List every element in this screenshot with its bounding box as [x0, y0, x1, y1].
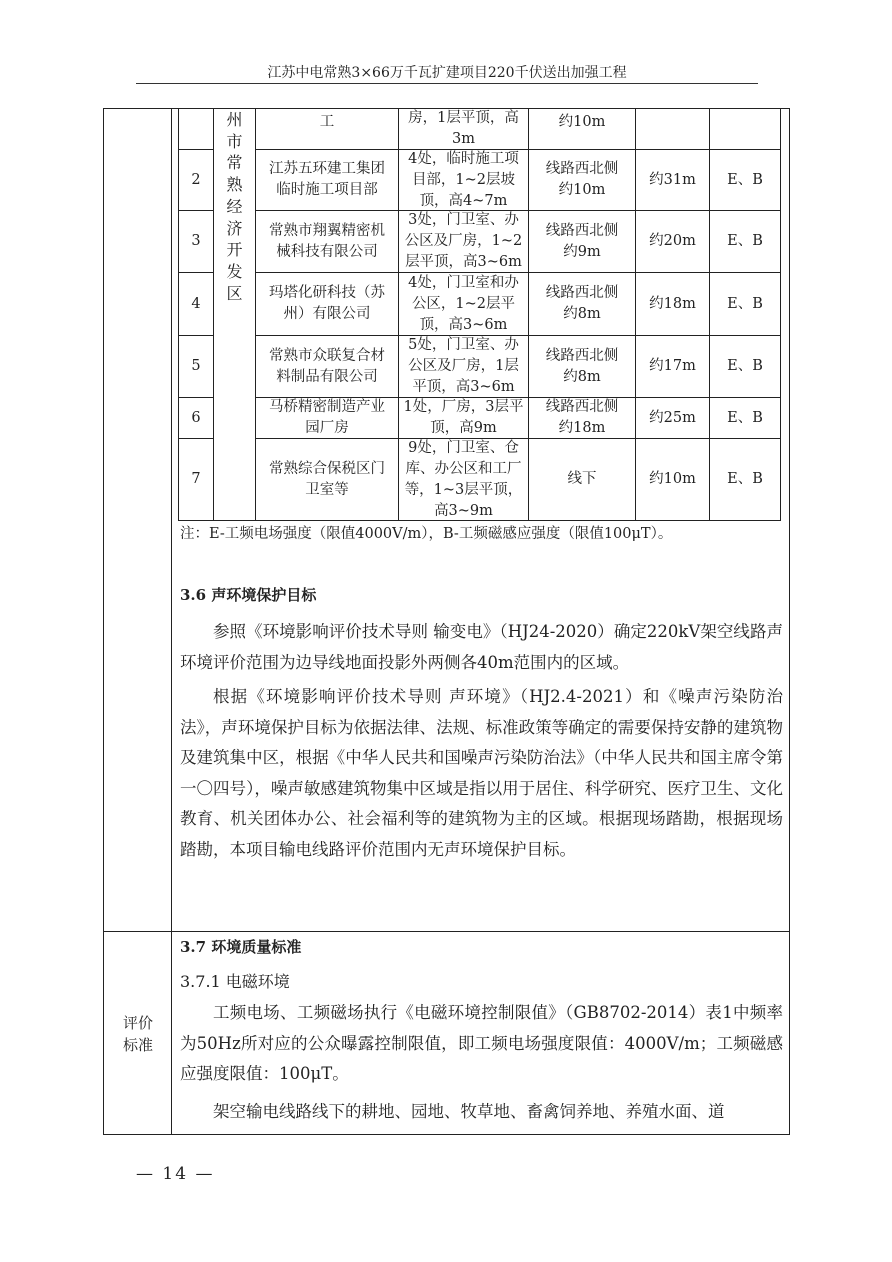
section-3-7-title: 3.7 环境质量标准: [180, 938, 302, 956]
table-cell-desc: 1处，厂房，3层平顶，高9m: [403, 399, 524, 436]
table-cell-distance: 约18m: [649, 295, 696, 312]
label-column-divider: [171, 108, 172, 1135]
table-cell-position: 线路西北侧约10m: [545, 161, 619, 198]
table-cell-position: 线路西北侧约8m: [545, 285, 619, 322]
region-label-text: 州市常熟经济开发区: [226, 110, 243, 303]
table-cell-distance: 约17m: [649, 358, 696, 374]
table-cell-factor: E、B: [727, 171, 763, 188]
table-cell-desc: 4处，临时施工项目部，1~2层坡顶，高4~7m: [408, 150, 519, 209]
table-cell-name: 常熟综合保税区门卫室等: [269, 460, 385, 498]
table-cell-position: 线路西北侧约8m: [545, 347, 619, 385]
table-cell-position: 约10m: [558, 114, 606, 130]
table-cell-name: 常熟市翔翼精密机械科技有限公司: [269, 222, 385, 260]
table-cell-desc: 3处，门卫室、办公区及厂房，1~2层平顶，高3~6m: [404, 212, 523, 270]
page-number: — 14 —: [136, 1164, 215, 1184]
table-cell-distance: 约10m: [649, 471, 696, 487]
table-cell-position: 线下: [567, 471, 597, 487]
table-cell-no: 7: [191, 471, 201, 487]
table-cell-name: 江苏五环建工集团临时施工项目部: [269, 161, 385, 198]
table-cell-position: 线路西北侧约18m: [545, 399, 619, 436]
table-cell-no: 3: [191, 233, 201, 249]
table-cell-name: 常熟市众联复合材料制品有限公司: [269, 347, 385, 385]
table-cell-desc: 9处，门卫室、仓库、办公区和工厂等，1~3层平顶，高3~9m: [404, 439, 523, 519]
section-3-6-paragraph-2: 根据《环境影响评价技术导则 声环境》（HJ2.4-2021）和《噪声污染防治法》，声环境保护目标为依据法律、法规、标准政策等确定的需要保持安静的建筑物及建筑集中区，根据《中华人民共和国噪声污染防治法》（中华人民共和国主席令第一〇四号），噪声敏感建筑物集中区域是指以用于居住、科学研究、医疗卫生、文化教育、机关团体办公、社会福利等的建筑物为主的区域。根据现场踏勘，根据现场踏勘，本项目输电线路评价范围内无声环境保护目标。: [180, 687, 783, 859]
table-border-right: [780, 108, 781, 521]
table-cell-desc: 房，1层平顶，高3m: [408, 109, 519, 147]
table-cell-distance: 约20m: [649, 233, 696, 249]
table-cell-factor: E、B: [727, 358, 763, 374]
table-cell-name: 工: [319, 114, 335, 130]
section-3-7-1-title: 3.7.1 电磁环境: [180, 972, 290, 991]
header-rule: [136, 83, 758, 84]
table-note: 注：E-工频电场强度（限值4000V/m），B-工频磁感应强度（限值100μT）。: [180, 526, 673, 542]
table-cell-no: 4: [191, 295, 201, 312]
table-cell-factor: E、B: [727, 233, 763, 249]
table-cell-no: 2: [191, 171, 201, 188]
evaluation-standard-label: [118, 1012, 158, 1056]
evaluation-standard-label-text: 评价标准: [122, 1014, 153, 1054]
section-3-7-paragraph-1: 工频电场、工频磁场执行《电磁环境控制限值》（GB8702-2014）表1中频率为50Hz所对应的公众曝露控制限值，即工频电场强度限值：4000V/m；工频磁感应强度限值：100μT。: [180, 1003, 783, 1083]
section-3-6-title: 3.6 声环境保护目标: [180, 586, 317, 604]
table-cell-desc: 5处，门卫室、办公区及厂房，1层平顶，高3~6m: [408, 337, 519, 395]
table-cell-position: 线路西北侧约9m: [545, 222, 619, 260]
table-cell-name: 马桥精密制造产业园厂房: [269, 399, 385, 436]
page-header: 江苏中电常熟3×66万千瓦扩建项目220千伏送出加强工程: [267, 65, 627, 81]
table-cell-desc: 4处，门卫室和办公区，1~2层平顶，高3~6m: [408, 274, 519, 333]
table-cell-distance: 约31m: [649, 171, 696, 188]
table-cell-no: 6: [191, 409, 201, 426]
table-cell-no: 5: [191, 358, 201, 374]
section-3-7-paragraph-2: 架空输电线路线下的耕地、园地、牧草地、畜禽饲养地、养殖水面、道: [213, 1102, 725, 1121]
region-label: [214, 108, 255, 303]
table-cell-factor: E、B: [727, 409, 763, 426]
table-cell-distance: 约25m: [649, 409, 696, 426]
section-divider: [103, 931, 790, 932]
table-cell-factor: E、B: [727, 295, 763, 312]
section-3-6-paragraph-1: 参照《环境影响评价技术导则 输变电》（HJ24-2020）确定220kV架空线路声环境评价范围为边导线地面投影外两侧各40m范围内的区域。: [180, 622, 783, 672]
table-cell-name: 玛塔化研科技（苏州）有限公司: [269, 285, 385, 322]
table-cell-factor: E、B: [727, 471, 763, 487]
